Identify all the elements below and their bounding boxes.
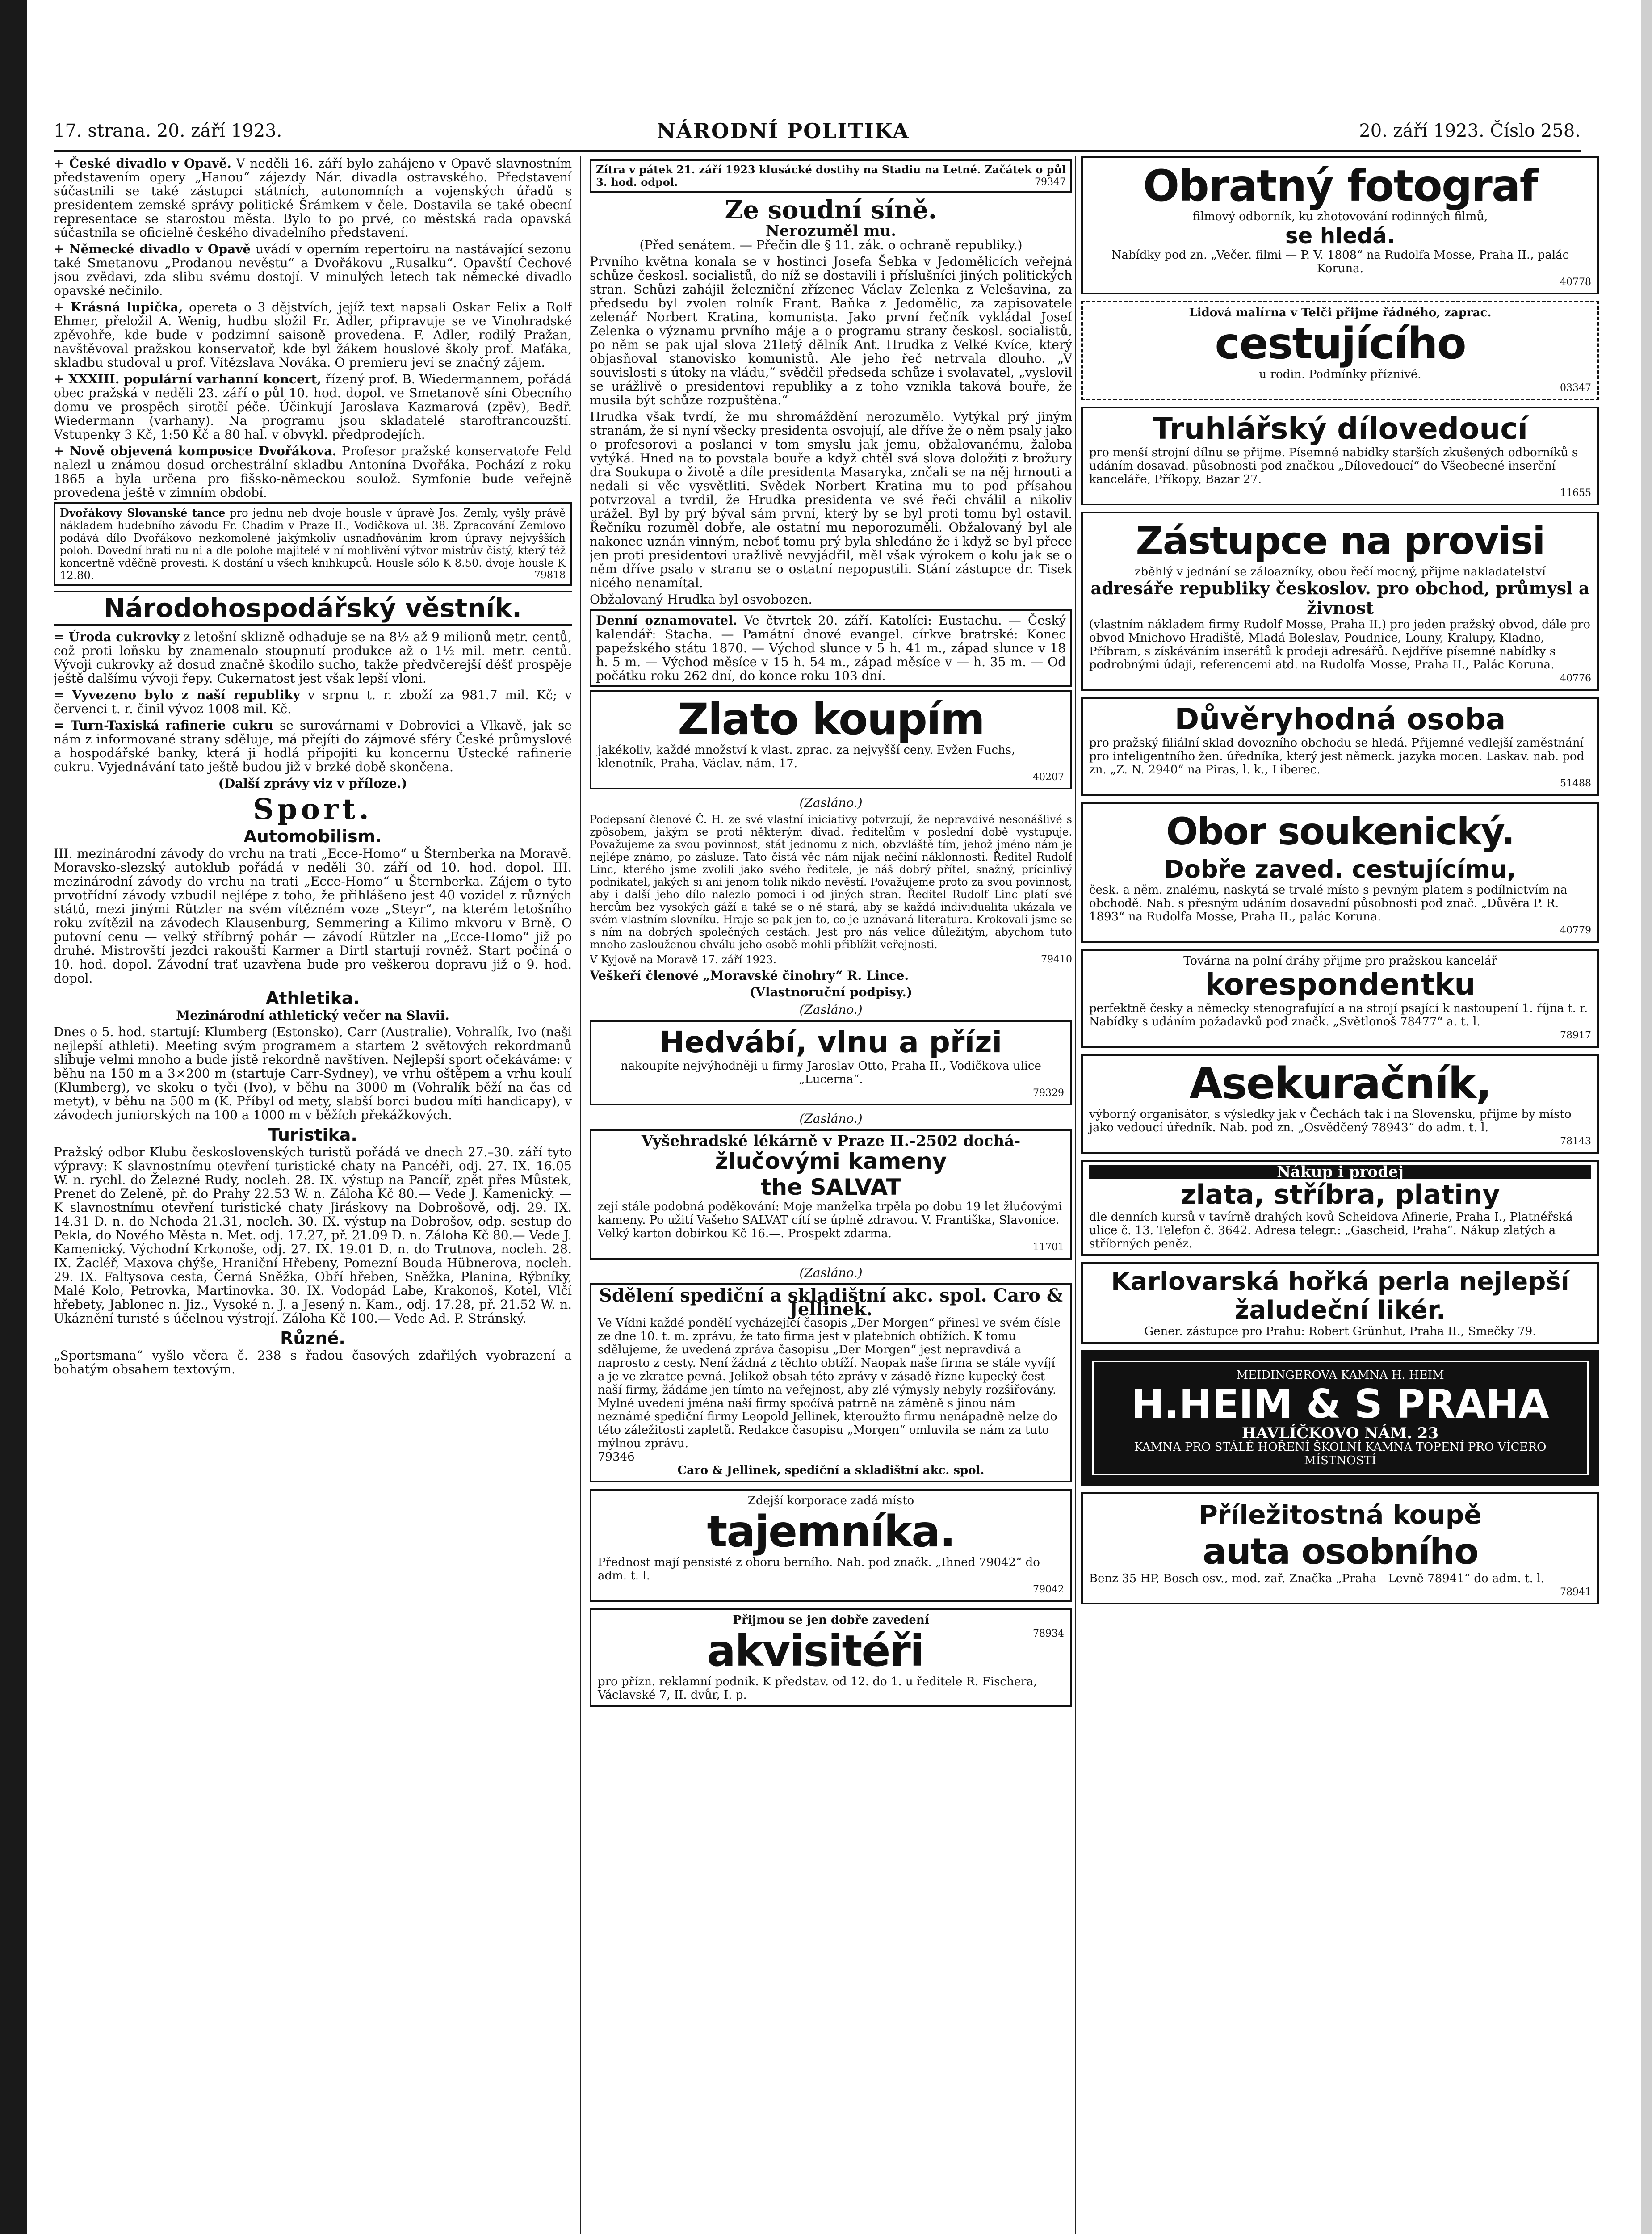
notice-heading: Dvořákovy Slovanské tance [60, 506, 226, 519]
ad-headline: Sdělení spediční a skladištní akc. spol. Caro & Jellinek. [599, 1285, 1063, 1320]
article-text: V neděli 16. září bylo zahájeno v Opavě slavnostním představením opery „Hanou“ zájezdy Nár. divadla ostravského. Představení súčastnili se také zástupci státních, autonomních a vojenských úřadů s presidentem zemské správy politické Šrámkem v čele. Dostavila se také obecní representace se starostou města. Bylo to po prvé, co městská rada opavská súčastnila se oficielně českého divadelního představení. [54, 156, 572, 240]
notice-number: 79818 [534, 570, 566, 581]
article-subtitle: Nerozuměl mu. [765, 222, 897, 240]
ad-inner-frame [1092, 1361, 1589, 1475]
subsection-title: Různé. [280, 1328, 345, 1348]
ad-text: Ve Vídni každé pondělí vycházející časopis „Der Morgen“ přinesl ve svém čísle ze dne 10. t. m. zprávu, že tato firma jest v platebních obtížích. K tomu sdělujeme, že uvedená zpráva časopisu „Der Morgen“ jest nepravdivá a naprosto z cesty. Není žádná z těchto obtíží. Naopak naše firma se stále vyvíjí a je ve zkratce pevná. Jelikož obsah této zprávy v zásadě řízne kupecký čest naší firmy, žádáme jen tímto na veřejnost, aby zlé výmysly nebyly rozšiřovány. [598, 1316, 1061, 1397]
ad-trusted-person [1081, 697, 1599, 796]
article-text: Dnes o 5. hod. startují: Klumberg (Estonsko), Carr (Australie), Vohralík, Ivo (naši nejlepší athleti). Meeting svým programem a startem 2 světových rekordmanů slibuje velmi mnoho a bude jistě rekordně navštíven. Nejlepší sport očekáváme: v běhu na 150 m a 3×200 m (startuje Carr-Sydney), ve vrhu oštěpem a vrhu koulí (Klumberg), ve skoku o tyči (Ivo), v běhu na 3000 m (Vohralík běží na čas cd metyt), v běhu na 500 m (K. Příbyl od mety, slabší borci budou míti handicapy), v závodech juniorských na 100 a 1000 m v běžích překážkových. [54, 1025, 572, 1122]
article-text: Profesor pražské konservatoře Feld nalezl u známou dosud orchestrální skladbu Antonína Dvořáka. Pochází z roku 1865 a byla určena pro fišsko-německou soulož. Symfonie bude veřejně provedena ještě v zimním období. [54, 444, 572, 500]
ad-headline: akvisitéři [707, 1626, 924, 1676]
ad-text: pro přízn. reklamní podnik. K představ. od 12. do 1. u ředitele R. Fischera, Václavské 7, II. dvůr, I. p. [598, 1675, 1037, 1702]
article-text: opereta o 3 dějstvích, jejíž text napsali Oskar Felix a Rolf Ehmer, přeložil A. Wenig, hudbu složil Fr. Adler, připravuje se ve Vinohradské zpěvohře, kde bude v podzimní saisoně provedena. F. Adler, rodilý Pražan, navštěvoval pražskou konservatoř, kde byl žákem houslové školy prof. Maťáka, skladbu studoval u prof. Vítězslava Nováka. O premieru jeví se značný zájem. [54, 300, 572, 370]
ad-headline: Asekuračník, [1189, 1058, 1491, 1109]
article-text: uvádí v operním repertoiru na nastávající sezonu také Smetanovu „Prodanou nevěstu“ a Dvořákovu „Rusalku“. Opavští Čechové jsou zvědavi, zda slibu svému dostojí. V minulých letech tak německé divadlo opavské nečinilo. [54, 242, 572, 298]
ad-acquisitors [590, 1608, 1072, 1707]
header-page-date: 17. strana. 20. září 1923. [54, 121, 282, 141]
masthead: NÁRODNÍ POLITIKA [657, 119, 910, 143]
ad-pretext: Lidová malírna v Telči přijme řádného, zaprac. [1189, 306, 1492, 319]
article-heading: Mezinárodní athletický večer na Slavii. [176, 1008, 449, 1023]
more-news-note: (Další zprávy viz v příloze.) [218, 776, 407, 791]
ad-number: 78941 [1560, 1587, 1591, 1598]
ad-number: 79346 [598, 1450, 635, 1464]
ad-text: nakoupíte nejvýhodněji u firmy Jaroslav Otto, Praha II., Vodičkova ulice „Lucerna“. [621, 1059, 1041, 1086]
ad-subheadline: adresáře republiky českoslov. pro obchod, průmysl a živnost [1090, 578, 1590, 618]
ad-text: perfektně česky a německy stenografující a na strojí psající k nastoupení 1. října t. r. Nabídky s udáním požadavků pod značk. „Světlonoš 78477“ a. t. l. [1089, 1002, 1588, 1029]
ad-pharmacy [590, 1129, 1072, 1260]
ad-headline: Vyšehradské lékárně v Praze II.-2502 dochá- [641, 1132, 1021, 1150]
ad-number: 11701 [1033, 1242, 1064, 1253]
ad-text: Mylné uvedení jména naší firmy spočívá patrně na záměně s jinou nám neznámé spediční firmy Leopold Jellinek, kteroužto firmu nenápadně nelze do této záležitosti zapletů. Redakce časopisu „Morgen“ omluvila se nám za tuto mýlnou zprávu. [598, 1397, 1057, 1450]
article-intro: (Před senátem. — Přečin dle § 11. zák. o ochraně republiky.) [639, 238, 1023, 252]
scan-edge-left [0, 0, 27, 2234]
notice-text: Zítra v pátek 21. září 1923 klusácké dostihy na Stadiu na Letné. Začátek o půl 3. hod. odpol. [596, 163, 1066, 189]
ad-correspondent [1081, 949, 1599, 1048]
ad-number: 78934 [1033, 1628, 1064, 1639]
page-header [54, 121, 1581, 147]
ad-pretext: Zdejší korporace zadá místo [747, 1494, 914, 1508]
ad-cloth [1081, 802, 1599, 943]
ad-headline: Důvěryhodná osoba [1174, 702, 1506, 736]
article-text: Obžalovaný Hrudka byl osvobozen. [590, 592, 813, 607]
article-heading: = Úroda cukrovky [54, 630, 180, 644]
ad-headline: Truhlářský dílovedoucí [1152, 412, 1528, 446]
ad-car [1081, 1492, 1599, 1604]
article-text: z letošní sklizně odhaduje se na 8½ až 9 milionů metr. centů, což proti loňsku by znamenalo stoupnutí produkce až o 1½ mil. metr. centů. Vývoji cukrovky až dosud značně škodilo sucho, takže předvčerejší déšť prospěje ještě dalšímu vývoji řepy. Cukernatost jest však lepší vloni. [54, 630, 572, 686]
ad-precious-metals [1081, 1160, 1599, 1256]
ad-address: HAVLÍČKOVO NÁM. 23 [1241, 1424, 1439, 1442]
ad-text: pro pražský filiální sklad dovozního obchodu se hledá. Přijemné vedlejší zaměstnání pro inteligentního žen. úředníka, který jest německ. jazyka mocen. Laskav. nab. pod zn. „Z. N. 2940“ na Piras, l. k., Liberec. [1089, 736, 1585, 777]
ad-headline: Karlovarská hořká perla nejlepší žaludeční likér. [1111, 1267, 1569, 1325]
article [54, 372, 572, 441]
ad-number: 40207 [1033, 772, 1064, 783]
ad-carpenter [1081, 407, 1599, 505]
article [54, 156, 572, 239]
ad-agent [1081, 512, 1599, 691]
column-rule [580, 156, 581, 2234]
ad-gold [590, 690, 1072, 789]
article-heading: = Turn-Taxiská rafinerie cukru [54, 718, 274, 733]
ad-text: zběhlý v jednání se záloazníky, obou řečí mocný, přijme nakladatelství [1134, 565, 1546, 579]
ad-headline: zlata, stříbra, platiny [1180, 1179, 1500, 1210]
article-heading: + České divadlo v Opavě. [54, 156, 231, 171]
ad-number: 79042 [1033, 1584, 1064, 1595]
notice-text: pro jednu neb dvoje housle v úpravě Jos. Zemly, vyšly právě nákladem hudebního závodu Fr. Chadim v Praze II., Vodičkova ul. 38. Zpracování Zemlovo podává dílo Dvořákovo nezkomolené jakýmkoliv usnadňováním krom úpravy nejvyšších poloh. Dovední hrati nu ni a dle polohe majitelé v ní mohlivění výtvor mistrův čistý, který též koncertně vděčně provesti. K dostání u všech knihkupců. Housle sólo K 8.50. dvoje housle K 12.80. [60, 507, 566, 582]
zaslano-label: (Zasláno.) [799, 1265, 863, 1280]
ad-secretary [590, 1489, 1072, 1602]
ad-text: u rodin. Podmínky příznivé. [1259, 368, 1421, 381]
ad-number: 40778 [1560, 277, 1591, 288]
article-text: řízený prof. B. Wiedermannem, pořádá obec pražská v neděli 23. září o půl 10. hod. dopol. ve Smetanově síni Obecního domu ve prospěch sirotčí péče. Účinkují Jaroslava Kazmarová (zpěv), Bedř. Wiedermann (varhany). Na programu jsou skladatelé staroftrancouzští. Vstupenky 3 Kč, 1:50 Kč a 80 hal. v obvykl. předprodejích. [54, 372, 572, 442]
ad-headline: Zástupce na provisi [1136, 519, 1545, 563]
ad-subheadline: se hledá. [1285, 223, 1395, 248]
ad-number: 79329 [1033, 1088, 1064, 1099]
race-notice [590, 159, 1072, 193]
notice-number: 79347 [1035, 176, 1066, 188]
article-heading: + Krásná lupička, [54, 300, 183, 315]
zaslano-text: Podepsaní členové Č. H. ze své vlastní iniciativy potvrzují, že nepravdivé nesonášlivé s zpôsobem, jakým se proti některým divad. ředitelům v poslední době vystupuje. Považujeme za svou povinnost, stát jednomu z nich, obzvláště tím, jehož jméno nám je nejlépe známo, po zásluze. Tato čistá věc nám nijak nečiní náklonnosti. Ředitel Rudolf Linc, kterého jsme zvolili jako svého ředitele, je náš dobrý přítel, snažný, prícinlivý podnikatel, jakých si ani jenom tolik nikdo nevěstí. Považujeme proto za svou povinnost, aby i další jeho dílo nalezlo pomoci i od jiných stran. Ředitel Rudolf Linc platí své hercům bez vysokých gáží a také se o ně stará, aby se každá individualita ukázala ve svém vlastním slovníku. Hraje se pak jen to, co je uznávaná literatura. Krokovali jsme se s ním na dobrých společných cestách. Jest pro nás velice důležitým, abychom tuto mnoho zaslouženou chválu jeho osobě mohli přiblížit veřejnosti. [590, 813, 1072, 951]
ad-headline: Obratný fotograf [1143, 161, 1538, 211]
article [54, 630, 572, 685]
article-heading: = Vyvezeno bylo z naší republiky [54, 688, 300, 702]
ad-photographer [1081, 156, 1599, 294]
subsection-title: Athletika. [266, 988, 360, 1008]
ad-subheadline: auta osobního [1202, 1531, 1478, 1572]
daily-calendar [590, 609, 1072, 687]
ad-number: 11655 [1560, 487, 1591, 499]
article-text: Pražský odbor Klubu československých turistů pořádá ve dnech 27.–30. září tyto výpravy: K slavnostnímu otevření turistické chaty na Pancéři, odj. 27. IX. 16.05 W. n. rychl. do Železné Rudy, nocleh. 28. IX. výstup na Pancíř, zpět přes Můstek, Prenet do Zeleně, př. do Prahy 22.53 W. n. Záloha Kč 80.— Vede J. Kamenický. — K slavnostnímu otevření turistické chaty Jiráskovy na Dobrošově, odj. 29. IX. 14.31 D. n. do Nchoda 21.31, nocleh. 30. IX. výstup na Dobrošov, odp. sestup do Pekla, do Nového Města n. Met. odj. 17.27, př. 21.09 D. n. Záloha Kč 80.— Vede J. Kamenický. Východní Krkonoše, odj. 27. IX. 19.01 D. n. do Trutnova, nocleh. 28. IX. Žacléř, Maxova chýše, Hraniční Hřebeny, Pomezní Bouda Hübnerova, nocleh. 29. IX. Faltysova cesta, Černá Sněžka, Obří hřeben, Sněžka, Planina, Rýbníky, Malé Kolo, Petrovka, Martinovka. 30. IX. Vodopád Labe, Krakonoš, Kotel, Vlčí hřebety, Jablonec n. Jiz., Vysoké n. J. a Jesený n. Kam., odj. 17.28, př. 21.52 W. n. Ukáznění turisté s účelnou výstrojí. Záloha Kč 100.— Vede Ad. P. Stránský. [54, 1145, 572, 1326]
notice-box [54, 502, 572, 586]
zaslano-number: 79410 [1041, 954, 1072, 965]
ad-headline: cestujícího [1215, 319, 1466, 369]
ad-pretext: Továrna na polní dráhy přijme pro pražskou kancelář [1183, 954, 1497, 968]
section-title-sport: Sport. [253, 793, 373, 826]
ad-headline: korespondentku [1205, 967, 1476, 1002]
ad-text: KAMNA PRO STÁLÉ HOŘENÍ ŠKOLNÍ KAMNA TOPENÍ PRO VÍCERO MÍSTNOSTÍ [1134, 1440, 1547, 1467]
ad-headline: Zlato koupím [678, 694, 984, 744]
ad-signature: Caro & Jellinek, spediční a skladištní akc. spol. [677, 1464, 985, 1477]
ad-liqueur [1081, 1262, 1599, 1344]
ad-text: výborný organisátor, s výsledky jak v Čechách tak i na Slovensku, přijme by místo jako vedoucí úředník. Nab. pod zn. „Osvědčený 78943“ do adm. t. l. [1089, 1108, 1572, 1134]
article-text: Hrudka však tvrdí, že mu shromáždění nerozumělo. Vytýkal prý jiným stranám, že si nyní všecky presidenta osvojují, ale dříve že o něm psaly jako o profesorovi a poslanci v tom smyslu jak jemu, obžalovanému, žaloba vytýká. Hned na to povstala bouře a když chtěl svá slova doložiti z brožury dra Soukupa o životě a díle presidenta Masaryka, znčali se na něj hrnouti a nedali si věc vysvětliti. Svědek Norbert Kratina mu to pod přísahou potvrzoval a tvrdil, že Hrudka presidenta ve své řeči chválil a nikoliv urážel. Byl by prý býval sám první, který by se byl proti tomu byl ostavil. Řečníku rozuměl dobře, ale ostatní mu neporozuměli. Obžalovaný byl ale nakonec uznán vinným, neboť tomu prý byla shledáno že i když se byl přece jen proti presidentovi uražlivě nevyjádřil, měl však výrokem o kolu jak se o něm dříve psalo v stranu se o ostatní nepopustili. Stání zástupce dr. Tisek nicého nenamítal. [590, 409, 1072, 590]
zaslano-signature [590, 953, 1072, 966]
ad-headline: Příležitostná koupě [1199, 1499, 1482, 1530]
ad-text: jakékoliv, každé množství k vlast. zprac. za nejvyšší ceny. Evžen Fuchs, klenotník, Praha, Václav. nám. 17. [598, 743, 1015, 770]
ad-pretext: Přijmou se jen dobře zavedení [733, 1613, 929, 1627]
section-title-court: Ze soudní síně. [725, 195, 937, 225]
calendar-heading: Denní oznamovatel. [596, 613, 738, 628]
column-rule [1075, 156, 1076, 2234]
ad-number: 03347 [1560, 382, 1591, 394]
article-text: „Sportsmana“ vyšlo včera č. 238 s řadou časových zdařilých vyobrazení a bohatým obsahem textovým. [54, 1348, 572, 1377]
ad-headline: Hedvábí, vlnu a přízi [659, 1025, 1002, 1059]
ad-number: 40779 [1560, 925, 1591, 936]
column-ads [1081, 156, 1599, 2234]
ad-number: 78143 [1560, 1136, 1591, 1147]
zaslano-label: (Zasláno.) [799, 795, 863, 810]
header-rule [54, 150, 1581, 152]
zaslano-members-note: (Vlastnoruční podpisy.) [749, 985, 913, 999]
ad-text: (vlastním nákladem firmy Rudolf Mosse, Praha II.) pro jeden pražský obvod, dále pro obvod Mnichovo Hradiště, Mladá Boleslav, Poudnice, Louny, Kralupy, Kladno, Příbram, s získáváním inserátů k prodeji adresářů. Nejdříve písemné nabídky s podrobnými údaji, referencemi atd. na Rudolfa Mosse, Praha II., Palác Koruna. [1089, 618, 1590, 672]
ad-text: Nabídky pod zn. „Večer. filmi — P. V. 1808“ na Rudolfa Mosse, Praha II., palác Koruna. [1111, 248, 1569, 275]
ad-text: Benz 35 HP, Bosch osv., mod. zař. Značka „Praha—Levně 78941“ do adm. t. l. [1089, 1572, 1544, 1585]
ad-pretext: MEIDINGEROVA KAMNA H. HEIM [1236, 1369, 1444, 1382]
column-news [54, 156, 572, 2234]
zaslano-place-date: V Kyjově na Moravě 17. září 1923. [590, 953, 777, 966]
article [54, 444, 572, 500]
section-title-economy: Národohospodářský věstník. [54, 591, 572, 626]
article-text: se surovárnami v Dobrovici a Vlkavě, jak se nám z informované strany sděluje, má přejíti do zájmové sféry České průmyslové a hospodářské banky, která ji hodlá připojiti ku koncernu Ústecké rafinerie cukru. Vyjednávání tato ještě budou již v brzké době skončena. [54, 718, 572, 774]
ad-headline: Obor soukenický. [1166, 810, 1514, 853]
ad-traveller [1081, 301, 1599, 400]
article-heading: + Nově objevená komposice Dvořákova. [54, 444, 337, 458]
ad-pretext: Nákup i prodej [1089, 1165, 1591, 1179]
ad-heim-stoves [1081, 1350, 1599, 1486]
scan-edge-right [1641, 0, 1652, 2234]
ad-subheadline: Dobře zaved. cestujícímu, [1164, 855, 1517, 883]
ad-brand: the SALVAT [760, 1174, 901, 1200]
article-text: Prvního května konala se v hostinci Josefa Šebka v Jedomělicích veřejná schůze českosl. socialistů, do níž se dostavili i příslušníci jiných politických stran. Schůzi zahájil železniční zřízenec Václav Zelenka z Velešavina, za předsedu byl zvolen rolník Frant. Baňka z Jedomělic, za zapisovatele zelenář Norbert Kratina, komunista. Jako první řečník vykládal Josef Zelenka o významu prvního máje a o programu strany českosl. socialistů, po něm se pak ujal slova 21letý dělník Ant. Hrudka z Velké Kvíce, který objasňoval stanovisko komunistů. Ale jeho řeč netrvala dlouho. „V souvislosti s útoky na vládu,“ svědčil předseda schůze i svolavatel, „vyslovil se urážlivě o presidentovi republiky a z toho vznikla taková bouře, že musila být schůze rozpuštěna.“ [590, 254, 1072, 407]
article-text: III. mezinárodní závody do vrchu na trati „Ecce-Homo“ u Šternberka na Moravě. Moravsko-slezský autoklub pořádá v neděli 30. září od 10. hod. dopol. III. mezinárodní závody do vrchu na trati „Ecce-Homo“ u Šternberka. Zájem o tyto prvotřídní závody vzbudil nejlépe z toho, že přihlášeno jest 40 vozidel z různých států, mezi jinými Rützler na svém vítězném voze „Steyr“, na kterém letošního roku zvítězil na závodech Klausenburg, Semmering a Kilimo mkvoru v Brně. O putovní cenu — velký stříbrný pohár — závodí Rützler na „Ecce-Homo“ již po druhé. Mistrovští jezdci rakouští Karmer a Dirtl startují rovněž. Start počíná o 10. hod. dopol. Závodní trať uzavřena bude pro veškerou dopravu již o 9. hod. dopol. [54, 846, 572, 986]
article [54, 688, 572, 716]
ad-number: 51488 [1560, 778, 1591, 789]
ad-text: pro menší strojní dílnu se přijme. Písemné nabídky starších zkušených odborníků s udáním dosavad. působnosti pod značkou „Dílovedoucí“ do Všeobecné inserční kanceláře, Příkopy, Bazar 27. [1089, 446, 1578, 486]
ad-number: 40776 [1560, 673, 1591, 684]
ad-insurance [1081, 1054, 1599, 1154]
zaslano-members: Veškeří členové „Moravské činohry“ R. Lince. [590, 968, 909, 983]
article [54, 242, 572, 298]
ad-silk [590, 1020, 1072, 1105]
ad-text: filmový odborník, ku zhotovování rodinných filmů, [1192, 210, 1488, 223]
article-text: v srpnu t. r. zboží za 981.7 mil. Kč; v červenci t. r. činil vývoz 1008 mil. Kč. [54, 688, 572, 716]
subsection-title: Automobilism. [243, 827, 382, 846]
ad-text: Přednost mají pensisté z oboru berního. Nab. pod značk. „Ihned 79042“ do adm. t. l. [598, 1556, 1040, 1583]
article [54, 718, 572, 774]
header-issue-number: 20. září 1923. Číslo 258. [1359, 121, 1581, 141]
ad-text: zejí stále podobná poděkování: Moje manželka trpěla po dobu 19 let žlučovými kameny. Po užití Vašeho SALVAT cítí se úplně zdravou. V. Františka, Slavonice. Velký karton dobírkou Kč 16.—. Prospekt zdarma. [598, 1200, 1062, 1240]
ad-big-text: žlučovými kameny [715, 1148, 947, 1174]
ad-headline: tajemníka. [707, 1507, 955, 1557]
article [54, 300, 572, 370]
article-heading: + Německé divadlo v Opavě [54, 242, 251, 256]
zaslano-label: (Zasláno.) [799, 1111, 863, 1126]
ad-text: česk. a něm. znalému, naskytá se trvalé místo s pevným platem s podílnictvím na obchodě. Nab. s přesným udáním dosavadní působnosti pod znač. „Důvěra P. R. 1893“ na Rudolfa Mosse, Praha II., palác Koruna. [1089, 883, 1568, 924]
ad-headline: H.HEIM & S PRAHA [1131, 1381, 1549, 1427]
ad-text: Gener. zástupce pro Prahu: Robert Grünhut, Praha II., Smečky 79. [1144, 1325, 1536, 1338]
ad-text: dle denních kursů v tavírně drahých kovů Scheidova Afinerie, Praha I., Platnéřská ulice č. 13. Telefon č. 3642. Adresa telegr.: „Gascheid, Praha“. Nákup zlatých a stříbrných peněz. [1089, 1210, 1573, 1251]
calendar-text: Ve čtvrtek 20. září. Katolíci: Eustachu. — Český kalendář: Stacha. — Památní dnové evangel. církve bratrské: Konec papežského státu 1870. — Východ slunce v 5 h. 41 m., západ slunce v 18 h. 5 m. — Východ měsíce v 15 h. 54 m., západ měsíce v — h. 35 m. — Od počátku roku 262 dní, do konce roku 103 dní. [596, 613, 1066, 683]
column-court-ads [590, 156, 1072, 2234]
ad-number: 78917 [1560, 1030, 1591, 1041]
zaslano-label: (Zasláno.) [799, 1002, 863, 1017]
ad-caro-jellinek [590, 1283, 1072, 1482]
subsection-title: Turistika. [268, 1125, 357, 1145]
article-heading: + XXXIII. populární varhanní koncert, [54, 372, 322, 386]
